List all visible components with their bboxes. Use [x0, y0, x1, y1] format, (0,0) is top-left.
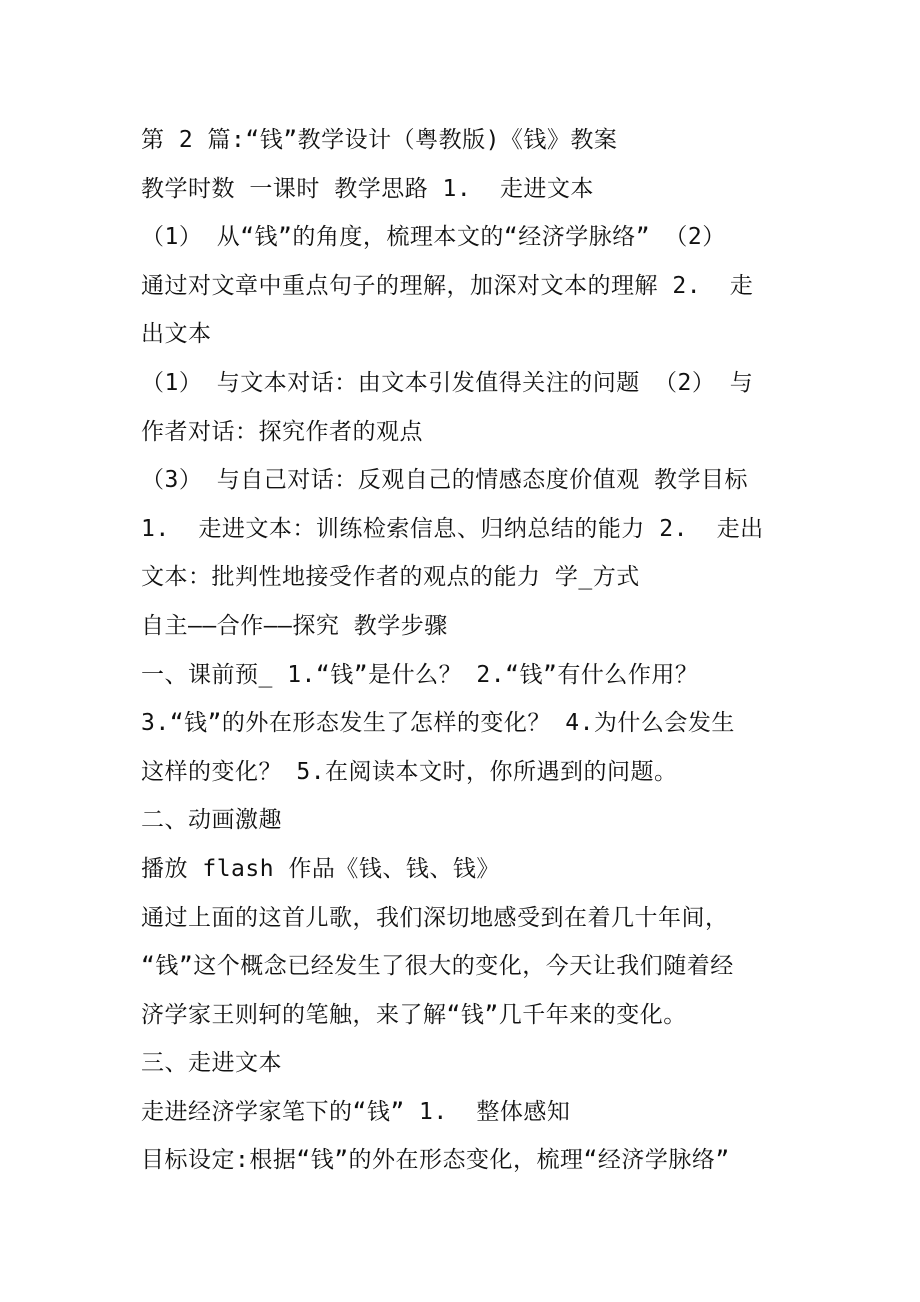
text-line: 播放 flash 作品《钱、钱、钱》: [141, 855, 500, 882]
section-heading: 一、课前预_ 1.“钱”是什么？ 2.“钱”有什么作用？: [141, 661, 699, 688]
text-line: 走进经济学家笔下的“钱” 1. 整体感知: [141, 1098, 571, 1125]
text-line: （1） 与文本对话：由文本引发值得关注的问题 （2） 与: [141, 369, 754, 396]
title-line: 第 2 篇:“钱”教学设计（粤教版)《钱》教案: [141, 127, 618, 153]
section-heading: 三、走进文本: [141, 1050, 282, 1077]
text-line: （1） 从“钱”的角度，梳理本文的“经济学脉络” （2）: [141, 224, 726, 251]
text-line: 教学时数 一课时 教学思路 1. 走进文本: [141, 175, 594, 202]
text-line: 济学家王则轲的笔触，来了解“钱”几千年来的变化。: [141, 1001, 687, 1028]
text-line: 1. 走进文本：训练检索信息、归纳总结的能力 2. 走出: [141, 515, 764, 542]
text-line: 作者对话：探究作者的观点: [141, 418, 423, 445]
text-line: 这样的变化？ 5.在阅读本文时，你所遇到的问题。: [141, 758, 678, 785]
text-line: 通过对文章中重点句子的理解，加深对文本的理解 2. 走: [141, 272, 754, 299]
text-line: 3.“钱”的外在形态发生了怎样的变化？ 4.为什么会发生: [141, 710, 735, 737]
text-line: 出文本: [141, 321, 212, 348]
document-body: [141, 116, 801, 1185]
text-line: 通过上面的这首儿歌，我们深切地感受到在着几十年间，: [141, 904, 729, 931]
section-heading: 二、动画激趣: [141, 807, 282, 834]
text-line: （3） 与自己对话：反观自己的情感态度价值观 教学目标: [141, 467, 749, 494]
text-line: 目标设定:根据“钱”的外在形态变化，梳理“经济学脉络”: [141, 1147, 730, 1174]
text-line: 自主——合作——探究 教学步骤: [141, 612, 448, 639]
text-line: “钱”这个概念已经发生了很大的变化，今天让我们随着经: [141, 953, 734, 980]
text-line: 文本：批判性地接受作者的观点的能力 学_方式: [141, 564, 640, 591]
